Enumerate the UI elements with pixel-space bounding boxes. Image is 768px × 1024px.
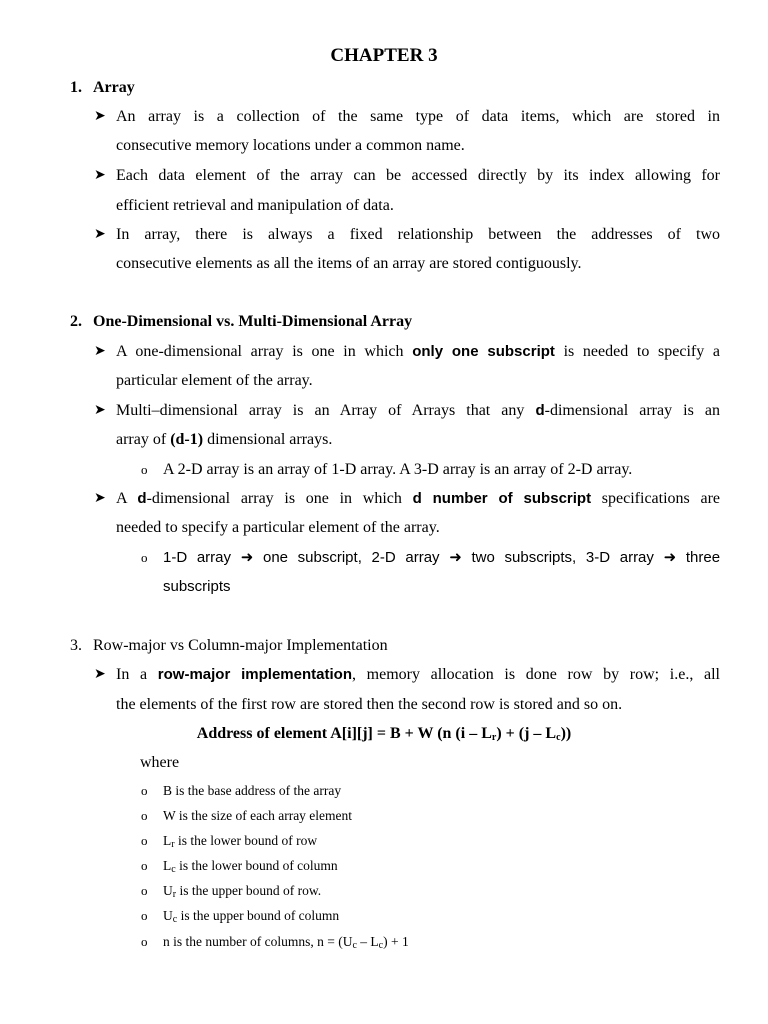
section-3-heading: Row-major vs Column-major Implementation: [93, 637, 388, 654]
def-element-size: W is the size of each array element: [163, 808, 353, 823]
def-lower-bound-column: $L_c$ is the lower bound of column: [163, 858, 338, 875]
arrow-bullet-icon: ➤: [94, 403, 106, 418]
section-2-number: 2.: [70, 313, 82, 330]
arrow-bullet-icon: ➤: [94, 109, 106, 124]
def-upper-bound-column: $U_c$ is the upper bound of column: [163, 908, 340, 925]
arrow-bullet-icon: ➤: [94, 491, 106, 506]
circle-bullet-icon: o: [141, 550, 148, 565]
s2-bullet1-line1: A one-dimensional array is one in which only one subscript is needed to specify a: [116, 343, 720, 360]
s1-bullet1-line1: An array is a collection of the same type of data items, which are stored in: [116, 108, 720, 125]
arrow-right-icon: ➜: [663, 549, 677, 566]
section-2-heading: One-Dimensional vs. Multi-Dimensional Array: [93, 313, 413, 330]
s2-bullet2-line1: Multi–dimensional array is an Array of Arrays that any d-dimensional array is an: [116, 402, 720, 419]
s2-sub2-line2: subscripts: [163, 578, 231, 595]
page-title: CHAPTER 3: [330, 45, 438, 66]
arrow-bullet-icon: ➤: [94, 667, 106, 682]
s2-bullet3-line1: A d-dimensional array is one in which d number of subscript specifications are: [116, 490, 721, 507]
circle-bullet-icon: o: [141, 858, 148, 873]
s3-bullet1-line1: In a row-major implementation, memory allocation is done row by row; i.e., all: [116, 666, 720, 683]
circle-bullet-icon: o: [141, 783, 148, 798]
circle-bullet-icon: o: [141, 908, 148, 923]
arrow-bullet-icon: ➤: [94, 227, 106, 242]
s3-bullet1-line2: the elements of the first row are stored then the second row is stored and so on.: [116, 696, 623, 713]
s2-sub1: A 2-D array is an array of 1-D array. A 3-D array is an array of 2-D array.: [163, 461, 633, 478]
s1-bullet3-line1: In array, there is always a fixed relationship between the addresses of two: [116, 226, 720, 243]
s1-bullet2-line2: efficient retrieval and manipulation of data.: [116, 197, 394, 214]
section-1-number: 1.: [70, 79, 82, 96]
circle-bullet-icon: o: [141, 883, 148, 898]
address-formula: Address of element A[i][j] = B + W (n $(i - L_r) + (j - L_c)$): [196, 725, 572, 743]
circle-bullet-icon: o: [141, 934, 148, 949]
where-label: where: [140, 754, 180, 771]
s2-bullet2-line2: array of (d-1) dimensional arrays.: [116, 431, 333, 448]
def-base-address: B is the base address of the array: [163, 783, 342, 798]
def-upper-bound-row: $U_r$ is the upper bound of row.: [163, 883, 322, 900]
circle-bullet-icon: o: [141, 808, 148, 823]
s1-bullet1-line2: consecutive memory locations under a common name.: [116, 137, 465, 154]
s2-bullet1-line2: particular element of the array.: [116, 372, 313, 389]
arrow-bullet-icon: ➤: [94, 344, 106, 359]
arrow-bullet-icon: ➤: [94, 168, 106, 183]
s1-bullet3-line2: consecutive elements as all the items of an array are stored contiguously.: [116, 255, 582, 272]
circle-bullet-icon: o: [141, 833, 148, 848]
arrow-right-icon: ➜: [240, 549, 254, 566]
def-number-of-columns: n is the number of columns, $n = (U_c - L_c) + 1$: [163, 934, 409, 951]
def-lower-bound-row: $L_r$ is the lower bound of row: [163, 833, 318, 850]
section-1-heading: Array: [93, 79, 135, 96]
circle-bullet-icon: o: [141, 462, 148, 477]
s1-bullet2-line1: Each data element of the array can be accessed directly by its index allowing for: [116, 167, 720, 184]
section-3-number: 3.: [70, 637, 82, 654]
s2-sub2-line1: 1-D array ➜ one subscript, 2-D array ➜ two subscripts, 3-D array ➜ three: [163, 549, 721, 566]
arrow-right-icon: ➜: [449, 549, 462, 566]
s2-bullet3-line2: needed to specify a particular element of the array.: [116, 519, 440, 536]
